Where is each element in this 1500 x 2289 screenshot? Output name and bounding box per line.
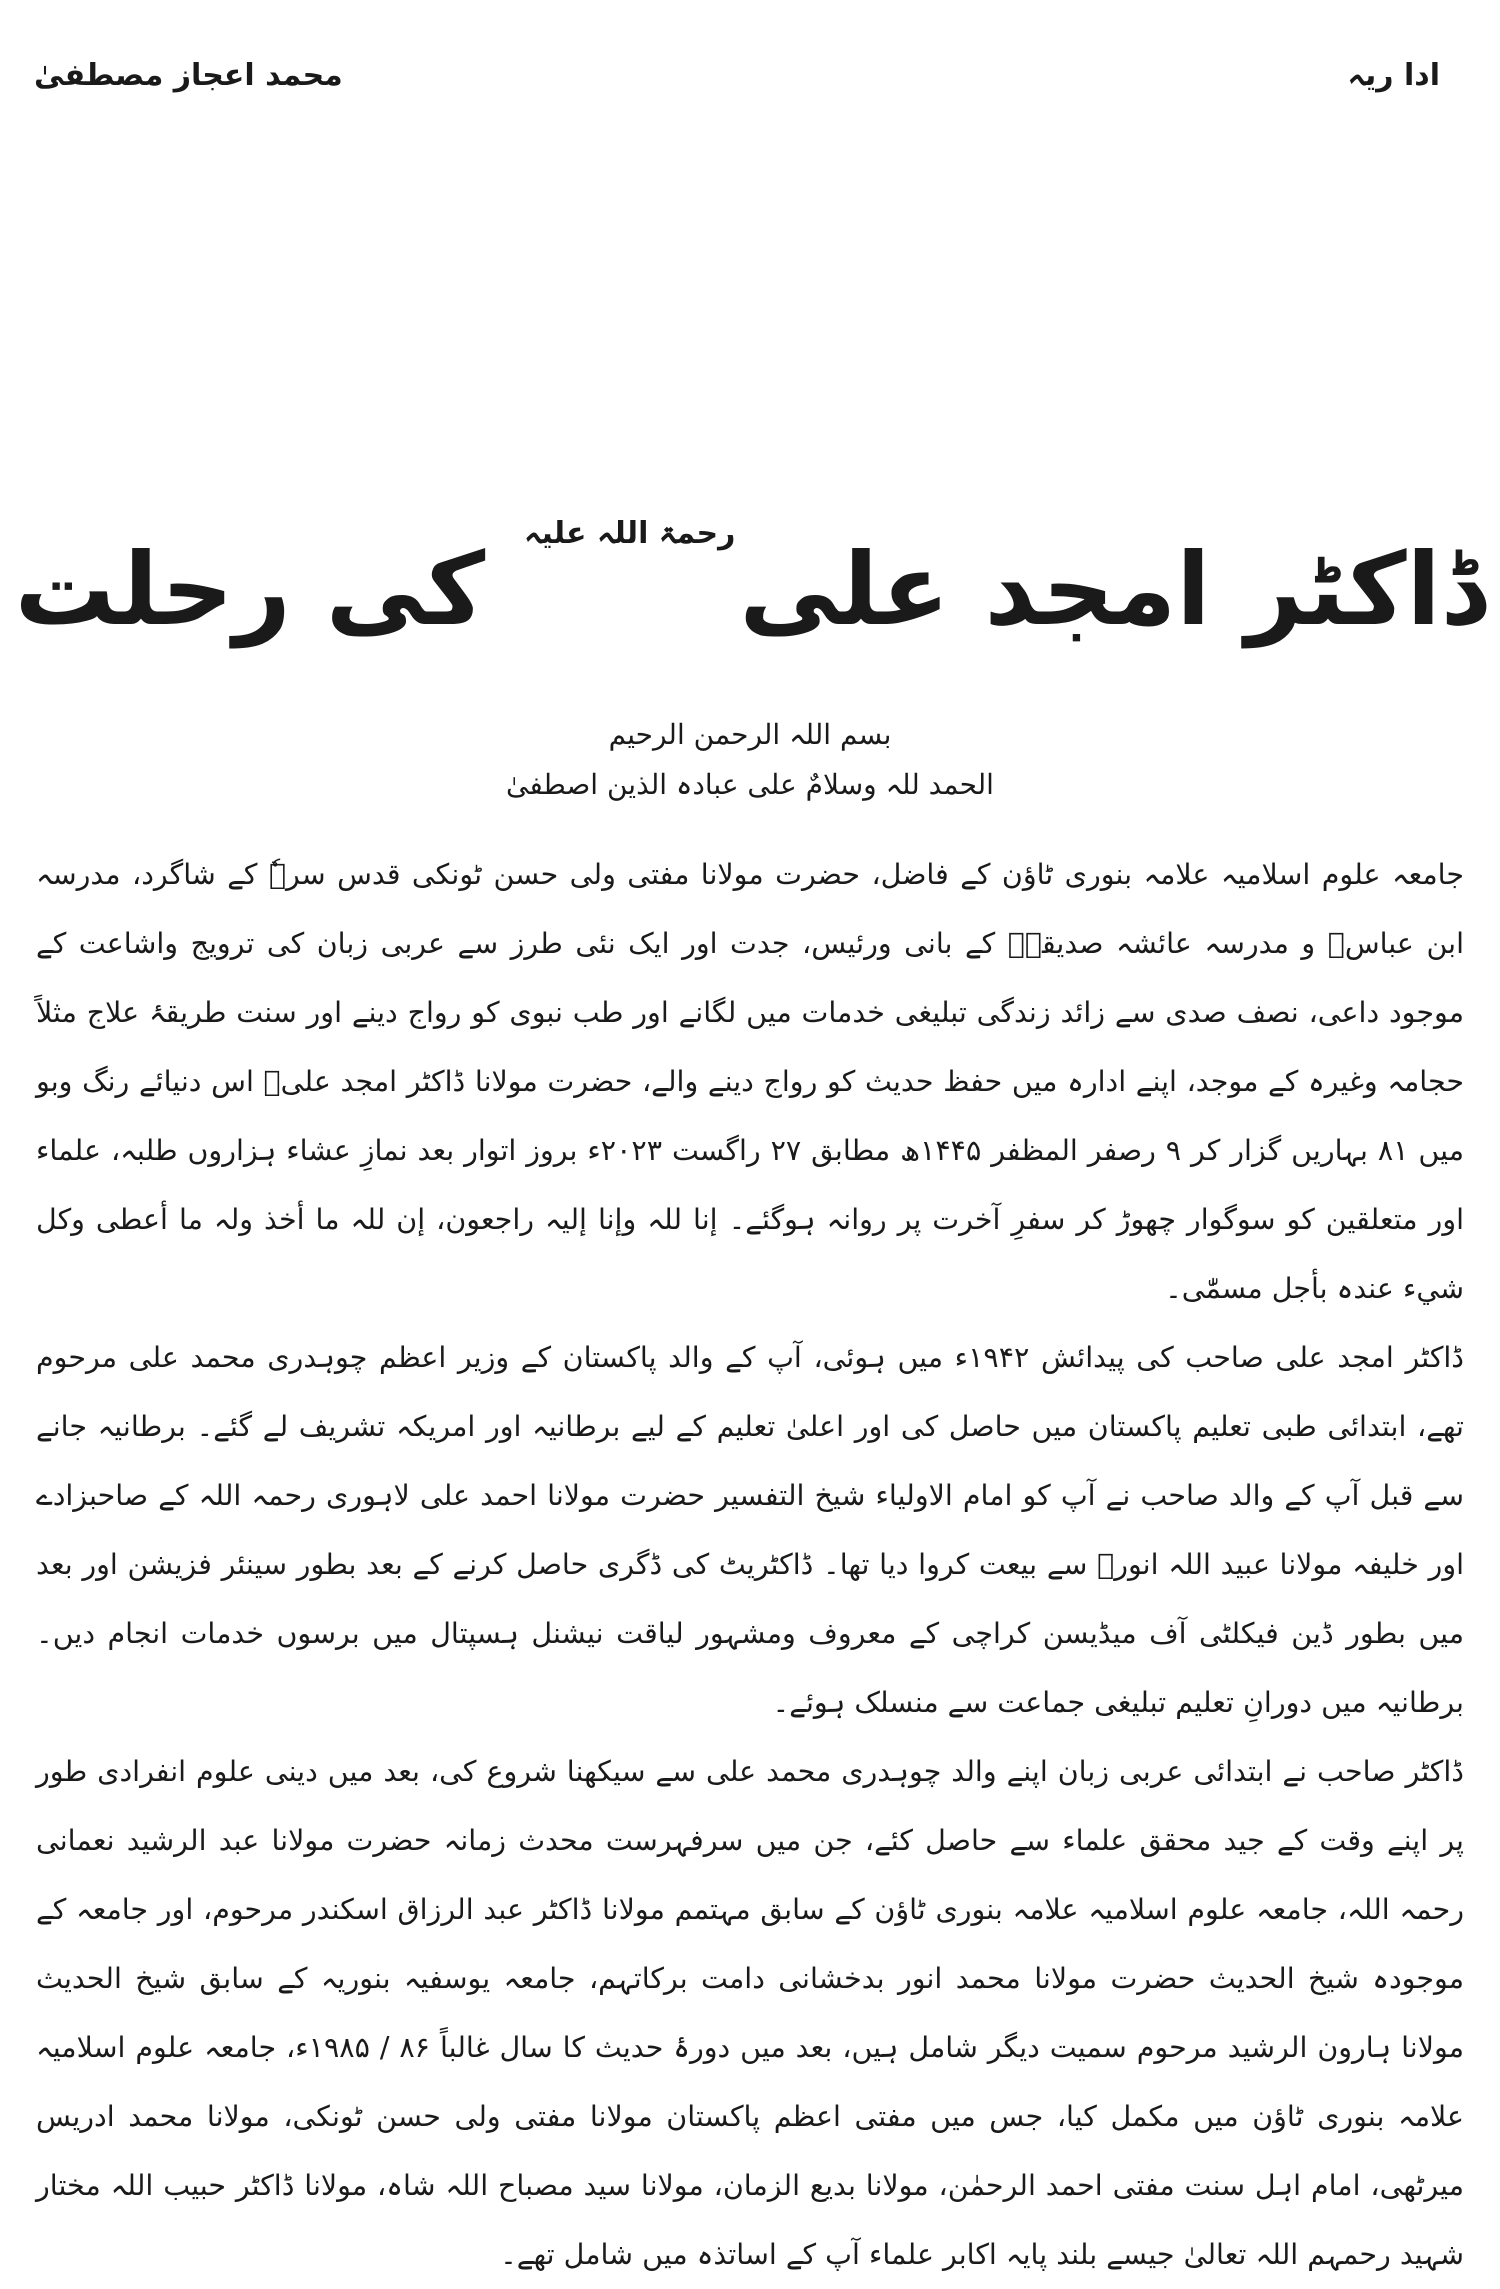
paragraph-3: ڈاکٹر صاحب نے ابتدائی عربی زبان اپنے والد چوہدری محمد علی سے سیکھنا شروع کی، بعد میں دینی علوم انفرادی طور پر اپنے وقت کے جید محقق علماء سے حاصل کئے، جن میں سرفہرست محدث زمانہ حضرت مولانا عبد الرشید نعمانی رحمہ اللہ، جامعہ علوم اسلامیہ علامہ بنوری ٹاؤن کے سابق مہتمم مولانا ڈاکٹر عبد الرزاق اسکندر مرحوم، اور جامعہ کے موجودہ شیخ الحدیث حضرت مولانا محمد انور بدخشانی دامت برکاتہم، جامعہ یوسفیہ بنوریہ کے سابق شیخ الحدیث مولانا ہارون الرشید مرحوم سمیت دیگر شامل ہیں، بعد میں دورۂ حدیث کا سال غالباً ۸۶ / ۱۹۸۵ء، جامعہ علوم اسلامیہ علامہ بنوری ٹاؤن میں مکمل کیا، جس میں مفتی اعظم پاکستان مولانا مفتی ولی حسن ٹونکی، مولانا محمد ادریس میرٹھی، امام اہل سنت مفتی احمد الرحمٰن، مولانا بدیع الزمان، مولانا سید مصباح اللہ شاہ، مولانا ڈاکٹر حبیب اللہ مختار شہید رحمہم اللہ تعالیٰ جیسے بلند پایہ اکابر علماء آپ کے اساتذہ میں شامل تھے۔ bbox=[36, 1755, 1464, 2271]
article-body bbox=[36, 840, 1464, 2289]
paragraph-1: جامعہ علوم اسلامیہ علامہ بنوری ٹاؤن کے فاضل، حضرت مولانا مفتی ولی حسن ٹونکی قدس سرہٗ کے شاگرد، مدرسہ ابن عباسؓ و مدرسہ عائشہ صدیقہؓ کے بانی ورئیس، جدت اور ایک نئی طرز سے عربی زبان کی ترویج واشاعت کے موجود داعی، نصف صدی سے زائد زندگی تبلیغی خدمات میں لگانے اور طب نبوی کو رواج دینے اور سنت طریقۂ علاج مثلاً حجامہ وغیرہ کے موجد، اپنے ادارہ میں حفظ حدیث کو رواج دینے والے، حضرت مولانا ڈاکٹر امجد علیؒ اس دنیائے رنگ وبو میں ۸۱ بہاریں گزار کر ۹ رصفر المظفر ۱۴۴۵ھ مطابق ۲۷ راگست ۲۰۲۳ء بروز اتوار بعد نمازِ عشاء ہزاروں طلبہ، علماء اور متعلقین کو سوگوار چھوڑ کر سفرِ آخرت پر روانہ ہوگئے۔ إنا للہ وإنا إلیہ راجعون، إن للہ ما أخذ ولہ ما أعطی وکل شيء عندہ بأجل مسمّٰی۔ bbox=[36, 858, 1464, 1305]
title-honorific: رحمۃ اللہ علیہ bbox=[523, 516, 736, 551]
paragraph-2: ڈاکٹر امجد علی صاحب کی پیدائش ۱۹۴۲ء میں ہوئی، آپ کے والد پاکستان کے وزیر اعظم چوہدری محمد علی مرحوم تھے، ابتدائی طبی تعلیم پاکستان میں حاصل کی اور اعلیٰ تعلیم کے لیے برطانیہ اور امریکہ تشریف لے گئے۔ برطانیہ جانے سے قبل آپ کے والد صاحب نے آپ کو امام الاولیاء شیخ التفسیر حضرت مولانا احمد علی لاہوری رحمہ اللہ کے صاحبزادے اور خلیفہ مولانا عبید اللہ انورؒ سے بیعت کروا دیا تھا۔ ڈاکٹریٹ کی ڈگری حاصل کرنے کے بعد بطور سینئر فزیشن اور بعد میں بطور ڈین فیکلٹی آف میڈیسن کراچی کے معروف ومشہور لیاقت نیشنل ہسپتال میں برسوں خدمات انجام دیں۔ برطانیہ میں دورانِ تعلیم تبلیغی جماعت سے منسلک ہوئے۔ bbox=[36, 1341, 1464, 1719]
author-name: محمد اعجاز مصطفیٰ bbox=[34, 58, 343, 93]
title-name: ڈاکٹر امجد علی bbox=[739, 531, 1486, 648]
bismillah: بسم اللہ الرحمن الرحیم bbox=[608, 718, 892, 751]
title-suffix: کی رحلت bbox=[14, 531, 486, 648]
article-title bbox=[0, 516, 1500, 648]
hamd: الحمد للہ وسلامٌ علی عبادہ الذین اصطفیٰ bbox=[506, 768, 994, 801]
section-label: ادا ریہ bbox=[1347, 58, 1440, 93]
